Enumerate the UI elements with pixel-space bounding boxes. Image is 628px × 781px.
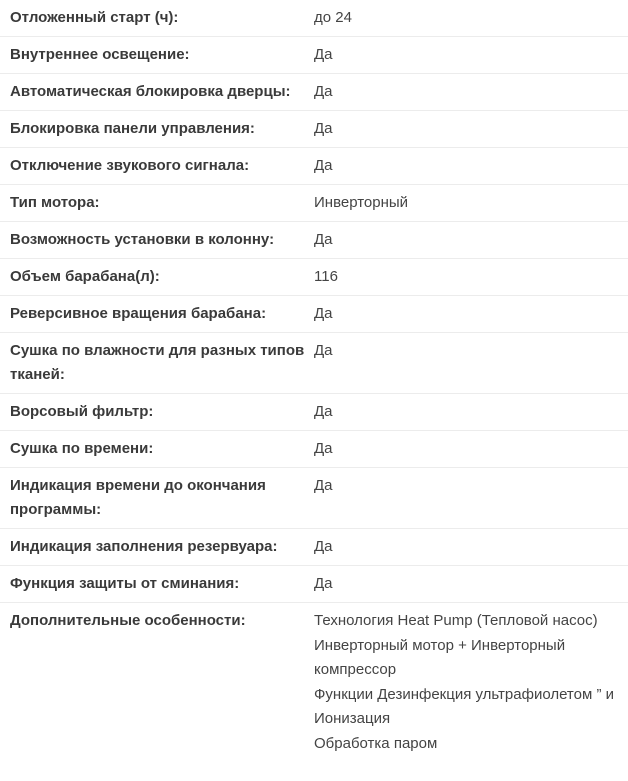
spec-row-interior-light: [0, 37, 628, 74]
spec-row-anti-crease: [0, 566, 628, 603]
spec-value: до 24: [314, 9, 352, 26]
spec-value: Да: [314, 231, 333, 248]
spec-row-panel-lock: [0, 111, 628, 148]
spec-label: Индикация заполнения резервуара:: [10, 538, 278, 555]
spec-value: Да: [314, 120, 333, 137]
spec-label: Возможность установки в колонну:: [10, 231, 275, 248]
spec-label: Автоматическая блокировка дверцы:: [10, 83, 291, 100]
feature-line: Технология Heat Pump (Тепловой насос): [314, 612, 598, 629]
spec-value: Да: [314, 305, 333, 322]
spec-label: Внутреннее освещение:: [10, 46, 190, 63]
spec-row-tank-indicator: [0, 529, 628, 566]
spec-value: Да: [314, 157, 333, 174]
feature-line: Функции Дезинфекция ультрафиолетом ” и Ионизация: [314, 685, 614, 727]
spec-value: Да: [314, 538, 333, 555]
spec-label: Объем барабана(л):: [10, 268, 160, 285]
spec-row-stacking: [0, 222, 628, 259]
spec-row-lint-filter: [0, 394, 628, 431]
spec-row-delayed-start: [0, 0, 628, 37]
spec-label: Тип мотора:: [10, 194, 100, 211]
spec-label: Индикация времени до окончания программы:: [10, 477, 266, 518]
spec-value: Да: [314, 575, 333, 592]
spec-value: Инверторный: [314, 194, 409, 211]
spec-row-time-remaining: [0, 468, 628, 529]
spec-value: Да: [314, 83, 333, 100]
spec-row-reverse-drum: [0, 296, 628, 333]
spec-row-sound-off: [0, 148, 628, 185]
spec-row-motor-type: [0, 185, 628, 222]
spec-row-extra-features: [0, 603, 628, 763]
spec-row-door-lock: [0, 74, 628, 111]
spec-row-timed-drying: [0, 431, 628, 468]
spec-label: Сушка по времени:: [10, 440, 154, 457]
spec-label: Отложенный старт (ч):: [10, 9, 179, 26]
feature-line: Инверторный мотор + Инверторный компрессор: [314, 636, 566, 678]
spec-value: Да: [314, 342, 333, 359]
spec-label: Отключение звукового сигнала:: [10, 157, 250, 174]
spec-value: Да: [314, 477, 333, 494]
spec-value: Да: [314, 440, 333, 457]
spec-value: Да: [314, 46, 333, 63]
spec-label: Функция защиты от сминания:: [10, 575, 240, 592]
spec-row-moisture-drying: [0, 333, 628, 394]
spec-value-list: [312, 603, 628, 763]
spec-label: Реверсивное вращения барабана:: [10, 305, 267, 322]
spec-label: Дополнительные особенности:: [10, 612, 246, 629]
spec-value: 116: [314, 268, 338, 285]
spec-value: Да: [314, 403, 333, 420]
feature-line: Обработка паром: [314, 734, 438, 752]
spec-row-drum-volume: [0, 259, 628, 296]
spec-label: Сушка по влажности для разных типов тканей:: [10, 342, 305, 383]
spec-label: Ворсовый фильтр:: [10, 403, 154, 420]
spec-label: Блокировка панели управления:: [10, 120, 255, 137]
